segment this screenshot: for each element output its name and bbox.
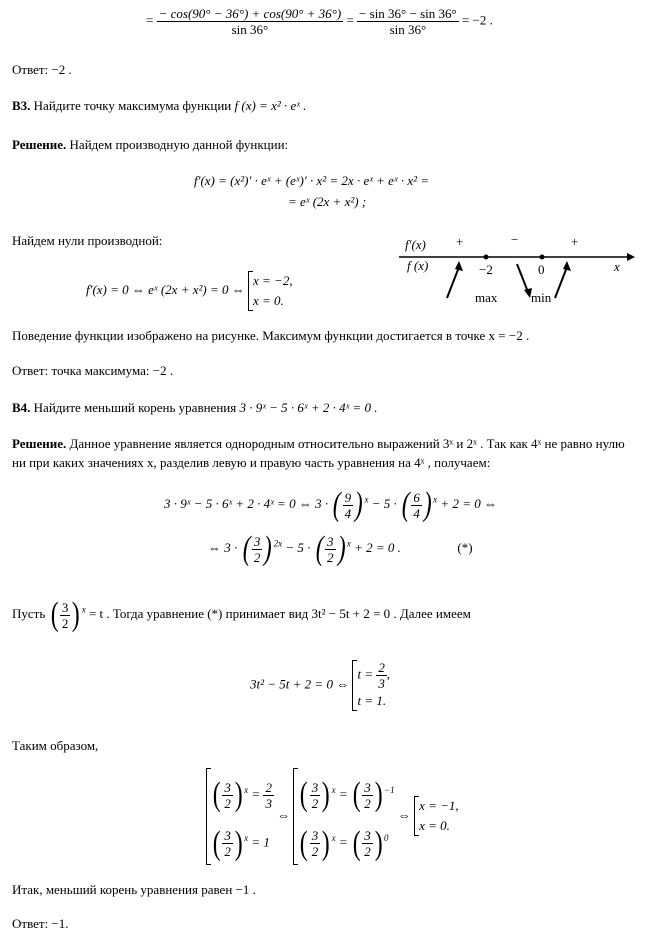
behavior-text: Поведение функции изображено на рисунке. Максимум функции достигается в точке x = −2 . <box>12 328 530 343</box>
problem-b3: B3. Найдите точку максимума функции f (x) = x² · eˣ . <box>12 98 307 113</box>
thus-text: Таким образом, <box>12 738 99 753</box>
sign-plus-right: + <box>571 234 579 249</box>
arrow-down <box>517 264 528 292</box>
answer-3: Ответ: −1. <box>12 916 69 931</box>
sign-minus: − <box>511 232 519 247</box>
arrowhead-up-left-icon <box>455 261 463 271</box>
point-0 <box>540 255 545 260</box>
point-label-minus2: −2 <box>479 262 493 277</box>
sign-fprime-label: f′(x) <box>405 237 426 252</box>
sign-plus-left: + <box>456 234 464 249</box>
conclusion: Итак, меньший корень уравнения равен −1 . <box>12 882 256 897</box>
point-minus2 <box>484 255 489 260</box>
arrow-up-left <box>447 267 459 298</box>
final-system: ( $\frac{3}{2}$ ) $^x$ = $\frac{2}{3}$ ( $\frac{3}{2}$ ) $^x$ = 1 ⇔ ( $\frac{3}{2}$ ) $^x$ = ( $\frac{3}{2}$ ) $^{-1}$ ( $\frac{3}{2}$ ) $^x$ = ( $\frac{3}{2}$ ) $^0$ ⇔ x = −1, x = 0. <box>206 768 459 865</box>
top-fraction-1: $\frac{- \cos(90^\circ - 36^\circ) + \cos(90^\circ + 36^\circ)}{\sin 36^\circ}$ <box>158 6 342 37</box>
point-label-0: 0 <box>538 262 545 277</box>
equation-b: ⇔ 3 · ( $\frac{3}{2}$ ) $^{2x}$ − 5 · ( $\frac{3}{2}$ ) $^x$ + 2 = 0 . (*) <box>208 530 473 567</box>
substitution: Пусть ( $\frac{3}{2}$ ) $^x$ = t . Тогда уравнение (*) принимает вид 3t² − 5t + 2 = 0 . Далее имеем <box>12 596 471 633</box>
problem-b4: B4. Найдите меньший корень уравнения 3 · 9ˣ − 5 · 6ˣ + 2 · 4ˣ = 0 . <box>12 400 378 415</box>
answer-1: Ответ: −2 . <box>12 62 72 77</box>
top-equation: = $\frac{- \cos(90^\circ - 36^\circ) + \cos(90^\circ + 36^\circ)}{\sin 36^\circ}$ = $\frac{- \sin 36^\circ - \sin 36^\circ}{\sin 36^\circ}$ = −2 . <box>146 6 493 37</box>
solution-2: Решение. Данное уравнение является однородным относительно выражений 3ˣ и 2ˣ . Так как 4ˣ не равно нулю ни при каких значениях x, разделив левую и правую часть уравнения на 4ˣ , получаем: <box>12 436 625 470</box>
zeros-text: Найдем нули производной: <box>12 233 163 248</box>
equation-a: 3 · 9ˣ − 5 · 6ˣ + 2 · 4ˣ = 0 ⇔ 3 · ( $\frac{9}{4}$ ) $^x$ − 5 · ( $\frac{6}{4}$ ) $^x$ + 2 = 0 ⇔ <box>164 486 497 523</box>
derivative-line-1: f′(x) = (x²)′ · eˣ + (eˣ)′ · x² = 2x · eˣ + eˣ · x² = <box>194 173 430 188</box>
arrowhead-up-right-icon <box>563 261 571 271</box>
axis-label: x <box>614 259 620 274</box>
solution-1: Решение. Найдем производную данной функции: <box>12 137 289 152</box>
quadratic-solution: 3t² − 5t + 2 = 0 ⇔ t = $\frac{2}{3}$ , t = 1. <box>250 660 390 711</box>
arrow-up-right <box>555 267 567 298</box>
min-label: min <box>531 290 552 305</box>
sign-f-label: f (x) <box>407 258 429 273</box>
answer-2: Ответ: точка максимума: −2 . <box>12 363 174 378</box>
zeros-equation: f′(x) = 0 ⇔ eˣ (2x + x²) = 0 ⇔ x = −2, x = 0. <box>86 271 293 311</box>
max-label: max <box>475 290 498 305</box>
derivative-line-2: = eˣ (2x + x²) ; <box>288 194 367 209</box>
top-fraction-2: $\frac{- \sin 36^\circ - \sin 36^\circ}{\sin 36^\circ}$ <box>359 6 457 37</box>
zeros-system: x = −2, x = 0. <box>248 271 293 311</box>
axis-arrow-icon <box>627 253 635 261</box>
sign-diagram <box>395 230 640 310</box>
